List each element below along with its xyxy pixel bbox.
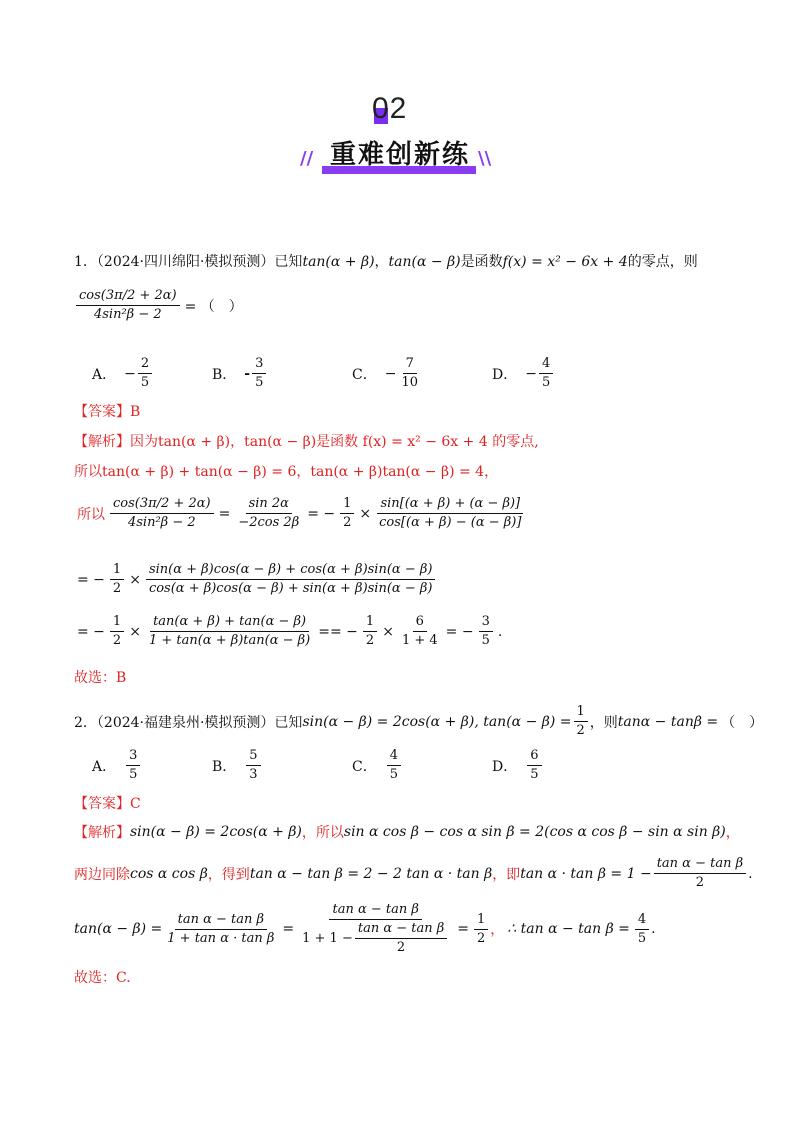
q2-options (92, 748, 712, 788)
q2-conclusion: 故选：C. (74, 970, 131, 986)
q2-target: tanα − tanβ = (617, 713, 719, 730)
q1-analysis-line1: 【解析】因为tan(α + β)，tan(α − β)是函数 f(x) = x² − 6x + 4 的零点, (74, 434, 539, 450)
q2-answer: 【答案】C (74, 796, 141, 812)
q1-analysis-step4: = − $\frac{1}{2}$ × $\frac{\sin(\alpha + \beta)\cos(\alpha - \beta) + \cos(\alpha + \beta)\sin(\alpha - \beta)}{\cos(\alpha + \beta)\cos(\alpha - \beta) + \sin(\alpha + \beta)\sin(\alpha - \beta)}$ (74, 562, 437, 597)
q2-analysis-tag: 【解析】 (74, 825, 130, 841)
q1-expr-denominator: 4sin²β − 2 (93, 307, 162, 322)
q1-analysis-tag: 【解析】 (74, 434, 130, 450)
q2-answer-value: C (130, 796, 141, 812)
q1-stem-mid: 是函数 (460, 254, 503, 270)
q1-expression (74, 288, 246, 323)
q1-sep: ， (374, 254, 389, 270)
section-number: 02 (372, 92, 408, 125)
q2-option-a[interactable]: A． $\frac{3}{5}$ (92, 748, 142, 783)
q1-option-c[interactable]: C． − $\frac{7}{10}$ (352, 356, 418, 390)
q1-blank-paren: = （ ） (184, 298, 243, 315)
q1-option-a[interactable]: A． − $\frac{2}{5}$ (92, 356, 154, 391)
section-badge (0, 92, 800, 182)
right-slash-decoration: \\ (478, 148, 492, 169)
q2-condition: sin(α − β) = 2cos(α + β), tan(α − β) = (302, 713, 572, 730)
q1-analysis-step5: = − $\frac{1}{2}$ × $\frac{\tan(\alpha + \beta) + \tan(\alpha - \beta)}{1 + \tan(\alpha + \beta)\tan(\alpha - \beta)}$ == − $\frac{1}{2}$ × $\frac{6}{1 + 4}$ = − $\frac{3}{5}$ . (77, 614, 503, 648)
q1-stem-prefix: 1．（2024·四川绵阳·模拟预测）已知 (74, 254, 303, 270)
q1-options (92, 356, 712, 396)
q1-option-d[interactable]: D． − $\frac{4}{5}$ (492, 356, 555, 391)
q2-analysis-line2: 两边同除 cos α cos β ，得到 tan α − tan β = 2 − 2 tan α · tan β ，即 tan α · tan β = 1 − $\frac{\text{tan α − tan β}}{2}$ . (74, 856, 753, 890)
section-title: 重难创新练 (329, 140, 470, 170)
q2-option-b[interactable]: B． $\frac{5}{3}$ (212, 748, 263, 783)
q1-expression-fraction (76, 288, 180, 323)
q1-conclusion: 故选：B (74, 670, 127, 686)
q1-tan-sum: tan(α + β) (302, 254, 375, 270)
q2-analysis-line1: 【解析】 sin(α − β) = 2cos(α + β) ，所以 sin α cos β − cos α sin β = 2(cos α cos β − sin α sin β) ， (74, 824, 740, 841)
q1-analysis-line2: 所以tan(α + β) + tan(α − β) = 6，tan(α + β)tan(α − β) = 4， (74, 464, 499, 480)
q1-option-b[interactable]: B． - $\frac{3}{5}$ (212, 356, 268, 391)
q1-stem-end: 的零点，则 (627, 254, 698, 270)
q1-stem (74, 252, 698, 272)
q1-function: f(x) = x² − 6x + 4 (502, 254, 628, 270)
q1-tan-diff: tan(α − β) (388, 254, 461, 270)
q1-analysis-step3: 所以 $\frac{\cos(3\pi/2 + 2\alpha)}{\text{4sin²β − 2}}$ = $\frac{\sin 2\alpha}{-2\cos 2\beta}$ = − $\frac{1}{2}$ × $\frac{\sin[(\alpha + \beta) + (\alpha - \beta)]}{\cos[(\alpha + \beta) - (\alpha - \beta)]}$ (77, 496, 522, 530)
q2-option-d[interactable]: D． $\frac{6}{5}$ (492, 748, 544, 783)
q2-stem: 2．（2024·福建泉州·模拟预测）已知 sin(α − β) = 2cos(α + β), tan(α − β) = $\frac{1}{2}$ ，则 tanα − tanβ = （ ） (74, 704, 764, 738)
q1-expr-numerator: cos(3π/2 + 2α) (76, 288, 180, 306)
q1-answer-value: B (130, 404, 141, 420)
q1-answer: 【答案】B (74, 404, 141, 420)
left-slash-decoration: // (300, 148, 314, 169)
q2-option-c[interactable]: C． $\frac{4}{5}$ (352, 748, 403, 783)
q2-analysis-line3: tan(α − β) = $\frac{\text{tan α − tan β}}{\text{1 + tan α · tan β}}$ = tan α − tan β 1 + 1 − $\frac{\text{tan α − tan β}}{2}$ = $\frac{1}{2}$ ， ∴ tan α − tan β = $\frac{4}{5}$ . (74, 902, 656, 955)
